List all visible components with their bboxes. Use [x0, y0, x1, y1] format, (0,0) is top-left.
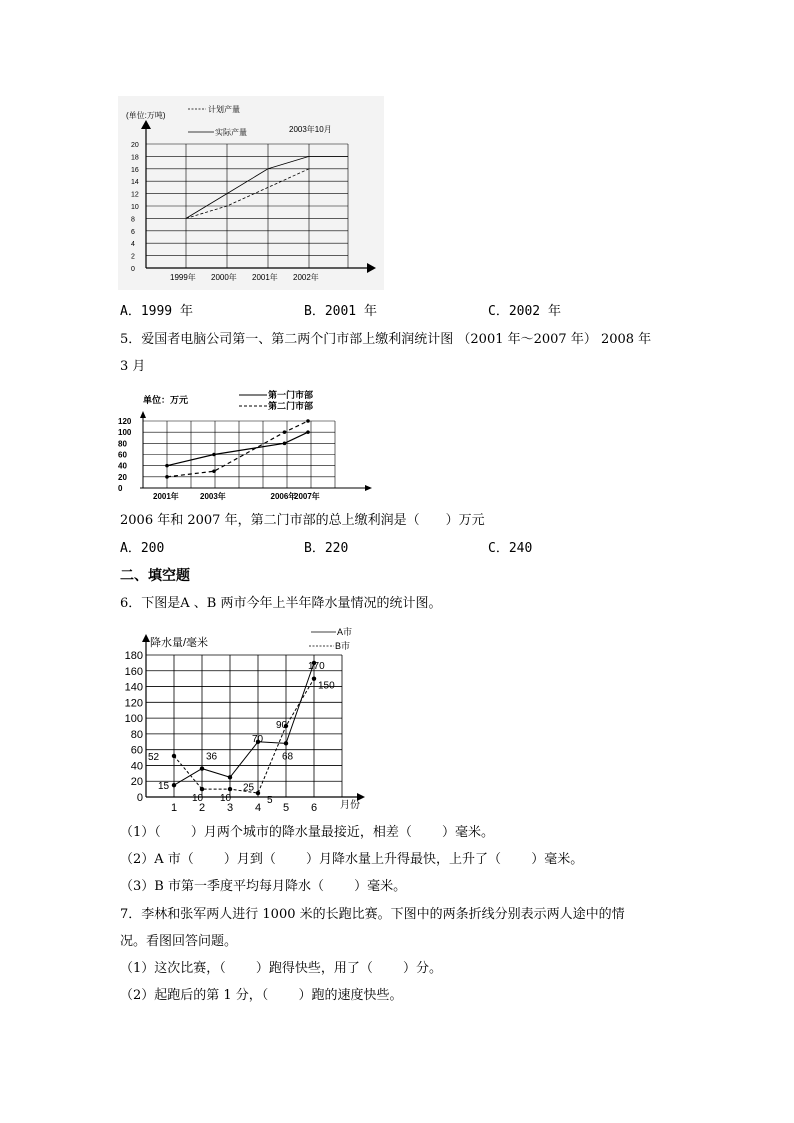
chart3-xtick: 1	[170, 802, 178, 812]
profit-line-chart	[115, 383, 385, 508]
chart1-option-b[interactable]: B．2001 年	[304, 304, 377, 319]
chart3-data-label: 10	[220, 793, 232, 805]
chart3-ytick: 60	[130, 744, 143, 757]
chart3-legend-a: A市	[337, 627, 353, 637]
q6-sub1: （1）（ ）月两个城市的降水量最接近，相差（ ）毫米。	[120, 825, 495, 840]
chart3-point	[172, 783, 176, 787]
chart1-legend-plan: 计划产量	[208, 105, 240, 114]
chart1-ytick: 0	[131, 266, 135, 273]
chart1-series-actual	[186, 156, 309, 218]
q5-title: 5．爱国者电脑公司第一、第二两个门市部上缴利润统计图 （2001 年～2007 年） 2008 年	[120, 332, 652, 347]
chart3-ytick: 160	[124, 665, 143, 678]
q5-option-c[interactable]: C．240	[488, 541, 533, 556]
chart3-data-label: 36	[206, 751, 218, 763]
chart3-xtick: 2	[198, 802, 206, 812]
chart3-data-label: 150	[318, 680, 335, 692]
q7-sub2: （2）起跑后的第 1 分，（ ）跑的速度快些。	[120, 988, 403, 1003]
chart2-ytick: 20	[118, 472, 127, 482]
chart2-y-arrow	[140, 411, 146, 418]
chart3-xlabel: 月份	[340, 800, 360, 811]
chart3-data-label: 170	[308, 660, 325, 672]
chart3-series-b	[174, 679, 314, 793]
q5-option-a[interactable]: A．200	[120, 541, 165, 556]
chart2-point	[212, 469, 216, 473]
chart3-point	[256, 791, 260, 795]
chart1-unit: (单位:万吨)	[126, 111, 166, 120]
chart1-option-a[interactable]: A．1999 年	[120, 304, 193, 319]
chart1-y-arrow	[141, 120, 151, 129]
chart3-legend-b: B市	[335, 641, 351, 651]
chart2-point	[165, 475, 169, 479]
chart1-date: 2003年10月	[289, 125, 332, 134]
chart3-data-label: 25	[243, 782, 255, 794]
chart2-ytick: 40	[118, 461, 127, 471]
chart3-ytick: 180	[124, 650, 143, 662]
chart2-xtick: 2007年	[294, 492, 320, 501]
chart3-xtick: 4	[254, 802, 262, 812]
chart3-data-label: 52	[148, 751, 160, 763]
chart2-legend-2: 第二门市部	[268, 401, 314, 411]
q5-option-b[interactable]: B．220	[304, 541, 349, 556]
chart1-ytick: 6	[131, 228, 135, 236]
q6-title: 6．下图是A 、B 两市今年上半年降水量情况的统计图。	[120, 596, 442, 611]
chart2-legend-1: 第一门市部	[268, 390, 314, 400]
chart3-ylabel: 降水量/毫米	[150, 637, 209, 649]
chart3-ytick: 0	[136, 792, 143, 804]
chart2-unit: 单位：万元	[143, 395, 189, 405]
chart3-xtick: 5	[282, 802, 290, 812]
chart3-point	[284, 741, 288, 745]
chart1-xtick: 2001年	[252, 273, 278, 282]
chart3-data-label: 90	[276, 720, 288, 731]
chart2-ytick: 60	[118, 450, 127, 460]
rainfall-line-chart	[115, 622, 375, 812]
chart2-xtick: 2006年	[270, 492, 297, 501]
chart1-ytick: 8	[131, 216, 135, 224]
chart2-ytick: 100	[118, 428, 132, 438]
q5-title-cont: 3 月	[120, 359, 146, 374]
chart2-ytick: 80	[118, 439, 127, 449]
chart3-ytick: 140	[124, 681, 143, 694]
chart1-x-arrow	[367, 263, 376, 273]
chart1-xtick: 2002年	[293, 273, 319, 282]
chart3-data-label: 70	[252, 733, 264, 745]
chart3-y-arrow	[142, 634, 150, 642]
chart2-point	[212, 453, 216, 457]
chart3-point	[172, 754, 176, 758]
chart1-legend-actual: 实际产量	[215, 128, 247, 137]
chart2-point	[283, 442, 287, 446]
chart3-data-label: 10	[192, 793, 204, 805]
chart2-xtick: 2003年	[200, 492, 226, 501]
chart3-ytick: 100	[124, 713, 143, 726]
chart2-ytick: 0	[118, 484, 123, 493]
chart1-option-c[interactable]: C．2002 年	[488, 304, 561, 319]
chart3-xtick: 3	[226, 802, 234, 812]
chart1-ytick: 10	[131, 204, 139, 211]
chart3-point	[228, 775, 232, 779]
q6-sub2: （2）A 市（ ）月到（ ）月降水量上升得最快，上升了（ ）毫米。	[120, 852, 584, 867]
chart2-ytick: 120	[118, 417, 132, 426]
chart3-point	[312, 676, 316, 680]
chart3-point	[228, 787, 232, 791]
chart3-ytick: 80	[130, 728, 143, 741]
q7-line2: 况。看图回答问题。	[120, 934, 238, 949]
chart3-ytick: 120	[124, 697, 143, 710]
production-line-chart	[118, 96, 384, 290]
chart1-xtick: 2000年	[211, 273, 237, 282]
chart1-ytick: 16	[131, 166, 139, 174]
chart3-point	[200, 766, 204, 770]
chart3-data-label: 5	[267, 795, 273, 807]
chart3-ytick: 20	[130, 776, 143, 789]
chart2-point	[306, 430, 310, 434]
q6-sub3: （3）B 市第一季度平均每月降水（ ）毫米。	[120, 879, 407, 894]
chart1-ytick: 4	[131, 241, 135, 249]
chart1-ytick: 14	[131, 179, 139, 187]
q7-line1: 7．李林和张军两人进行 1000 米的长跑比赛。下图中的两条折线分别表示两人途中的情	[120, 907, 625, 922]
chart2-x-arrow	[365, 485, 372, 491]
chart1-ytick: 20	[131, 142, 139, 149]
chart3-data-label: 68	[282, 751, 294, 763]
q5-question: 2006 年和 2007 年，第二门市部的总上缴利润是（ ）万元	[120, 513, 485, 528]
chart1-ytick: 18	[131, 154, 139, 162]
chart3-series-a	[174, 663, 314, 785]
chart1-panel	[118, 96, 384, 290]
chart2-xtick: 2001年	[153, 492, 179, 501]
chart1-xtick: 1999年	[170, 273, 196, 282]
chart3-data-label: 15	[158, 781, 170, 793]
section-fill-blank: 二、填空题	[120, 568, 190, 584]
chart2-point	[165, 464, 169, 468]
chart1-ytick: 12	[131, 191, 139, 199]
chart3-point	[200, 787, 204, 791]
chart3-ytick: 40	[130, 760, 143, 773]
q7-sub1: （1）这次比赛，（ ）跑得快些，用了（ ）分。	[120, 961, 443, 976]
chart2-point	[283, 430, 287, 434]
chart1-ytick: 2	[131, 253, 135, 261]
chart2-point	[306, 419, 310, 423]
chart3-xtick: 6	[310, 802, 318, 812]
